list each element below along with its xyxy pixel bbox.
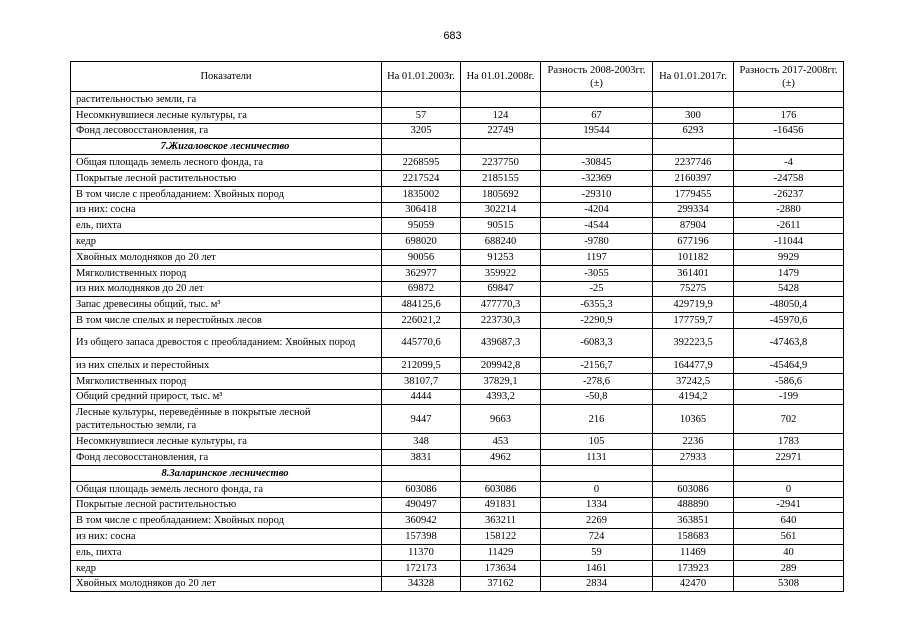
row-label: Фонд лесовосстановления, га xyxy=(71,123,382,139)
value-cell: 302214 xyxy=(461,202,541,218)
value-cell: -586,6 xyxy=(734,373,844,389)
value-cell: 3831 xyxy=(382,450,461,466)
value-cell: -16456 xyxy=(734,123,844,139)
value-cell: 87904 xyxy=(653,218,734,234)
value-cell: 11469 xyxy=(653,544,734,560)
table-row xyxy=(71,123,844,139)
value-cell: -199 xyxy=(734,389,844,405)
empty-cell xyxy=(382,139,461,155)
value-cell: 37829,1 xyxy=(461,373,541,389)
value-cell: 57 xyxy=(382,107,461,123)
value-cell: -32369 xyxy=(541,170,653,186)
value-cell: 6293 xyxy=(653,123,734,139)
value-cell: 491831 xyxy=(461,497,541,513)
row-label: В том числе с преобладанием: Хвойных пород xyxy=(71,186,382,202)
table-row xyxy=(71,92,844,108)
value-cell: 164477,9 xyxy=(653,357,734,373)
value-cell: -45464,9 xyxy=(734,357,844,373)
value-cell: 75275 xyxy=(653,281,734,297)
value-cell: 1197 xyxy=(541,249,653,265)
value-cell: -29310 xyxy=(541,186,653,202)
table-row xyxy=(71,529,844,545)
value-cell: 702 xyxy=(734,405,844,434)
value-cell: 484125,6 xyxy=(382,297,461,313)
value-cell: 40 xyxy=(734,544,844,560)
row-label: из них молодняков до 20 лет xyxy=(71,281,382,297)
value-cell: -6355,3 xyxy=(541,297,653,313)
header-diff-2017-2008: Разность 2017-2008гг. (±) xyxy=(734,62,844,92)
value-cell: -11044 xyxy=(734,234,844,250)
table-row xyxy=(71,313,844,329)
value-cell: 5308 xyxy=(734,576,844,592)
value-cell: -4204 xyxy=(541,202,653,218)
value-cell: 38107,7 xyxy=(382,373,461,389)
empty-cell xyxy=(541,139,653,155)
value-cell: 640 xyxy=(734,513,844,529)
table-row xyxy=(71,170,844,186)
value-cell: 4393,2 xyxy=(461,389,541,405)
value-cell: 2236 xyxy=(653,434,734,450)
value-cell: -4544 xyxy=(541,218,653,234)
section-header-row xyxy=(71,465,844,481)
row-label: Общая площадь земель лесного фонда, га xyxy=(71,481,382,497)
value-cell: 173923 xyxy=(653,560,734,576)
value-cell: 0 xyxy=(541,481,653,497)
value-cell: 2834 xyxy=(541,576,653,592)
value-cell: 22971 xyxy=(734,450,844,466)
value-cell: 212099,5 xyxy=(382,357,461,373)
table-row xyxy=(71,497,844,513)
row-label: Хвойных молодняков до 20 лет xyxy=(71,249,382,265)
value-cell: 3205 xyxy=(382,123,461,139)
value-cell: -9780 xyxy=(541,234,653,250)
value-cell: 91253 xyxy=(461,249,541,265)
value-cell: 4444 xyxy=(382,389,461,405)
value-cell: 359922 xyxy=(461,265,541,281)
value-cell: 226021,2 xyxy=(382,313,461,329)
row-label: Запас древесины общий, тыс. м³ xyxy=(71,297,382,313)
value-cell: 22749 xyxy=(461,123,541,139)
value-cell xyxy=(461,92,541,108)
value-cell: 9929 xyxy=(734,249,844,265)
row-label: Несомкнувшиеся лесные культуры, га xyxy=(71,434,382,450)
value-cell: -2611 xyxy=(734,218,844,234)
row-label: Покрытые лесной растительностью xyxy=(71,497,382,513)
value-cell: 177759,7 xyxy=(653,313,734,329)
empty-cell xyxy=(734,139,844,155)
table-row xyxy=(71,405,844,434)
value-cell: -4 xyxy=(734,155,844,171)
value-cell: 1783 xyxy=(734,434,844,450)
value-cell: -25 xyxy=(541,281,653,297)
row-label: Из общего запаса древостоя с преобладанием: Хвойных пород xyxy=(71,328,382,357)
value-cell: 11370 xyxy=(382,544,461,560)
value-cell: 27933 xyxy=(653,450,734,466)
value-cell: 2185155 xyxy=(461,170,541,186)
table-row xyxy=(71,328,844,357)
value-cell: 42470 xyxy=(653,576,734,592)
value-cell: 363851 xyxy=(653,513,734,529)
row-label: Фонд лесовосстановления, га xyxy=(71,450,382,466)
value-cell: 1131 xyxy=(541,450,653,466)
value-cell: 299334 xyxy=(653,202,734,218)
value-cell: -2290,9 xyxy=(541,313,653,329)
value-cell xyxy=(734,92,844,108)
table-row xyxy=(71,107,844,123)
value-cell: 445770,6 xyxy=(382,328,461,357)
value-cell: -2156,7 xyxy=(541,357,653,373)
value-cell: 69847 xyxy=(461,281,541,297)
empty-cell xyxy=(382,465,461,481)
value-cell: 677196 xyxy=(653,234,734,250)
value-cell: 101182 xyxy=(653,249,734,265)
empty-cell xyxy=(734,465,844,481)
value-cell: 4194,2 xyxy=(653,389,734,405)
table-row xyxy=(71,373,844,389)
value-cell: 67 xyxy=(541,107,653,123)
value-cell: 176 xyxy=(734,107,844,123)
row-label: Хвойных молодняков до 20 лет xyxy=(71,576,382,592)
table-row xyxy=(71,186,844,202)
value-cell: 724 xyxy=(541,529,653,545)
value-cell: 1479 xyxy=(734,265,844,281)
section-header-row xyxy=(71,139,844,155)
table-row xyxy=(71,281,844,297)
value-cell xyxy=(653,92,734,108)
row-label: из них: сосна xyxy=(71,202,382,218)
row-label: растительностью земли, га xyxy=(71,92,382,108)
row-label: из них спелых и перестойных xyxy=(71,357,382,373)
value-cell: 490497 xyxy=(382,497,461,513)
empty-cell xyxy=(541,465,653,481)
value-cell: 603086 xyxy=(382,481,461,497)
value-cell: 209942,8 xyxy=(461,357,541,373)
value-cell: 2217524 xyxy=(382,170,461,186)
table-body xyxy=(71,92,844,592)
value-cell: 429719,9 xyxy=(653,297,734,313)
value-cell: 1334 xyxy=(541,497,653,513)
row-label: ель, пихта xyxy=(71,544,382,560)
empty-cell xyxy=(653,139,734,155)
table-row xyxy=(71,234,844,250)
value-cell: 603086 xyxy=(653,481,734,497)
row-label: из них: сосна xyxy=(71,529,382,545)
value-cell: 4962 xyxy=(461,450,541,466)
value-cell: 105 xyxy=(541,434,653,450)
table-row xyxy=(71,450,844,466)
row-label: Мягколиственных пород xyxy=(71,265,382,281)
value-cell: 392223,5 xyxy=(653,328,734,357)
row-label: ель, пихта xyxy=(71,218,382,234)
table-row xyxy=(71,297,844,313)
row-label: кедр xyxy=(71,560,382,576)
row-label: Общий средний прирост, тыс. м³ xyxy=(71,389,382,405)
table-header xyxy=(71,62,844,92)
value-cell: 1835002 xyxy=(382,186,461,202)
value-cell: -3055 xyxy=(541,265,653,281)
table-row xyxy=(71,481,844,497)
row-label: В том числе спелых и перестойных лесов xyxy=(71,313,382,329)
value-cell: 0 xyxy=(734,481,844,497)
table-row xyxy=(71,249,844,265)
value-cell: 561 xyxy=(734,529,844,545)
value-cell: -50,8 xyxy=(541,389,653,405)
value-cell: 688240 xyxy=(461,234,541,250)
value-cell: -2941 xyxy=(734,497,844,513)
table-row xyxy=(71,560,844,576)
page-number: 683 xyxy=(443,30,462,42)
value-cell: 1805692 xyxy=(461,186,541,202)
value-cell: -30845 xyxy=(541,155,653,171)
value-cell: 2160397 xyxy=(653,170,734,186)
value-cell: 2269 xyxy=(541,513,653,529)
value-cell: 9447 xyxy=(382,405,461,434)
table-row xyxy=(71,576,844,592)
row-label: Мягколиственных пород xyxy=(71,373,382,389)
value-cell: 439687,3 xyxy=(461,328,541,357)
empty-cell xyxy=(461,139,541,155)
value-cell: 2268595 xyxy=(382,155,461,171)
row-label: Общая площадь земель лесного фонда, га xyxy=(71,155,382,171)
value-cell: 1779455 xyxy=(653,186,734,202)
value-cell: 362977 xyxy=(382,265,461,281)
table-row xyxy=(71,357,844,373)
section-title: 7.Жигаловское лесничество xyxy=(71,139,382,155)
value-cell: -2880 xyxy=(734,202,844,218)
value-cell: 306418 xyxy=(382,202,461,218)
value-cell: 9663 xyxy=(461,405,541,434)
value-cell: 1461 xyxy=(541,560,653,576)
value-cell: 2237746 xyxy=(653,155,734,171)
value-cell: 289 xyxy=(734,560,844,576)
row-label: кедр xyxy=(71,234,382,250)
value-cell: -26237 xyxy=(734,186,844,202)
row-label: Лесные культуры, переведённые в покрытые лесной растительностью земли, га xyxy=(71,405,382,434)
value-cell: -278,6 xyxy=(541,373,653,389)
value-cell: 157398 xyxy=(382,529,461,545)
value-cell: 216 xyxy=(541,405,653,434)
header-indicators: Показатели xyxy=(71,62,382,92)
value-cell: 11429 xyxy=(461,544,541,560)
value-cell: 90515 xyxy=(461,218,541,234)
value-cell: 10365 xyxy=(653,405,734,434)
value-cell: -24758 xyxy=(734,170,844,186)
table-row xyxy=(71,218,844,234)
value-cell: 300 xyxy=(653,107,734,123)
value-cell: 173634 xyxy=(461,560,541,576)
value-cell xyxy=(541,92,653,108)
value-cell: 172173 xyxy=(382,560,461,576)
forest-data-table xyxy=(70,61,844,592)
value-cell: 488890 xyxy=(653,497,734,513)
value-cell: 361401 xyxy=(653,265,734,281)
header-2008: На 01.01.2008г. xyxy=(461,62,541,92)
value-cell: 95059 xyxy=(382,218,461,234)
value-cell: 5428 xyxy=(734,281,844,297)
value-cell: 453 xyxy=(461,434,541,450)
table-row xyxy=(71,389,844,405)
value-cell: 477770,3 xyxy=(461,297,541,313)
header-row xyxy=(71,62,844,92)
value-cell: 603086 xyxy=(461,481,541,497)
section-title: 8.Заларинское лесничество xyxy=(71,465,382,481)
value-cell: 37242,5 xyxy=(653,373,734,389)
value-cell: -6083,3 xyxy=(541,328,653,357)
value-cell: 34328 xyxy=(382,576,461,592)
value-cell: 69872 xyxy=(382,281,461,297)
row-label: Несомкнувшиеся лесные культуры, га xyxy=(71,107,382,123)
header-2017: На 01.01.2017г. xyxy=(653,62,734,92)
row-label: В том числе с преобладанием: Хвойных пород xyxy=(71,513,382,529)
value-cell: 59 xyxy=(541,544,653,560)
empty-cell xyxy=(461,465,541,481)
table-row xyxy=(71,265,844,281)
value-cell: 37162 xyxy=(461,576,541,592)
value-cell: 360942 xyxy=(382,513,461,529)
value-cell: 158683 xyxy=(653,529,734,545)
value-cell: 2237750 xyxy=(461,155,541,171)
empty-cell xyxy=(653,465,734,481)
table-row xyxy=(71,544,844,560)
row-label: Покрытые лесной растительностью xyxy=(71,170,382,186)
value-cell: -48050,4 xyxy=(734,297,844,313)
value-cell: 223730,3 xyxy=(461,313,541,329)
table-row xyxy=(71,513,844,529)
value-cell: 363211 xyxy=(461,513,541,529)
value-cell: -45970,6 xyxy=(734,313,844,329)
value-cell xyxy=(382,92,461,108)
value-cell: -47463,8 xyxy=(734,328,844,357)
value-cell: 348 xyxy=(382,434,461,450)
value-cell: 158122 xyxy=(461,529,541,545)
value-cell: 698020 xyxy=(382,234,461,250)
value-cell: 19544 xyxy=(541,123,653,139)
value-cell: 124 xyxy=(461,107,541,123)
table-row xyxy=(71,434,844,450)
value-cell: 90056 xyxy=(382,249,461,265)
header-2003: На 01.01.2003г. xyxy=(382,62,461,92)
table-row xyxy=(71,202,844,218)
table-row xyxy=(71,155,844,171)
header-diff-2008-2003: Разность 2008-2003гг. (±) xyxy=(541,62,653,92)
